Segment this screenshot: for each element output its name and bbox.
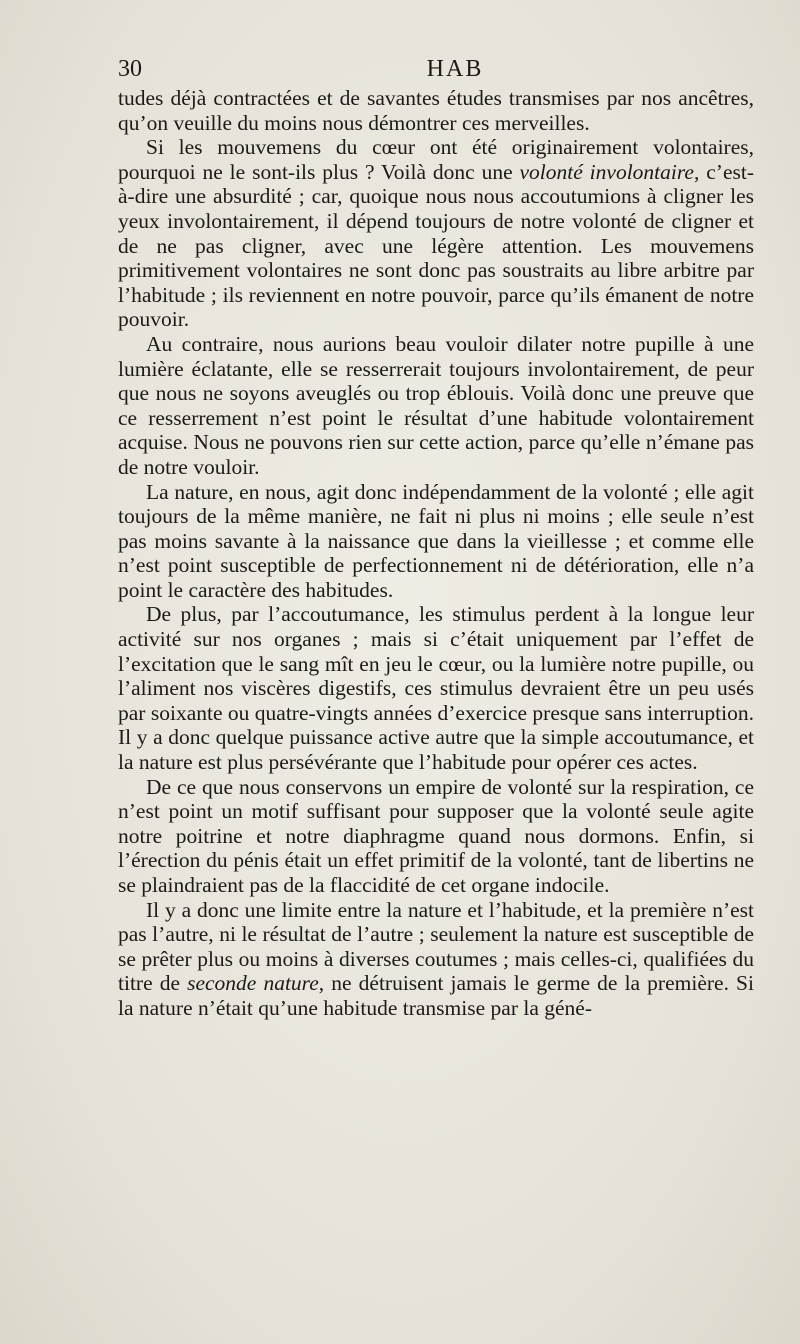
paragraph bbox=[118, 898, 754, 1021]
paragraph-text: La nature, en nous, agit donc indépendamment de la volonté ; elle agit toujours de la même manière, ne fait ni plus ni moins ; elle seule n’est pas moins savante à la naissance que dans la vieillesse ; et comme elle n’est point susceptible de perfectionnement ni de détérioration, elle n’a point le caractère des habitudes. bbox=[118, 479, 754, 602]
paragraph-text: tudes déjà contractées et de savantes études transmises par nos ancêtres, qu’on veuille du moins nous démontrer ces merveilles. bbox=[118, 86, 754, 135]
paragraph bbox=[118, 86, 754, 135]
page-number: 30 bbox=[118, 56, 142, 82]
paragraph-text: De plus, par l’accoutumance, les stimulus perdent à la longue leur activité sur nos organes ; mais si c’était uniquement par l’effet de l’excitation que le sang mît en jeu le cœur, ou la lumière notre pupille, ou l’aliment nos viscères digestifs, ces stimulus devraient être un peu usés par soixante ou quatre-vingts années d’exercice presque sans interruption. Il y a donc quelque puissance active autre que la simple accoutumance, et la nature est plus persévérante que l’habitude pour opérer ces actes. bbox=[118, 602, 754, 775]
paragraph-text: , ne détruisent jamais le germe de la première. Si la nature n’était qu’une habitude transmise par la géné- bbox=[118, 971, 754, 1020]
paragraph-text: Si les mouvemens du cœur ont été originairement volontaires, pourquoi ne le sont-ils plus ? Voilà donc une bbox=[118, 135, 754, 184]
paragraph bbox=[118, 332, 754, 480]
italic-text: seconde nature bbox=[187, 971, 319, 996]
paragraph bbox=[118, 135, 754, 332]
paragraph bbox=[118, 775, 754, 898]
paragraph-text: Au contraire, nous aurions beau vouloir dilater notre pupille à une lumière éclatante, elle se resserrerait toujours involontairement, de peur que nous ne soyons aveuglés ou trop éblouis. Voilà donc une preuve que ce resserrement n’est point le résultat d’une habitude volontairement acquise. Nous ne pouvons rien sur cette action, parce qu’elle n’émane pas de notre vouloir. bbox=[118, 331, 754, 479]
body-text bbox=[118, 86, 754, 1021]
page-header bbox=[118, 56, 752, 90]
paragraph bbox=[118, 480, 754, 603]
paragraph-text: Il y a donc une limite entre la nature et l’habitude, et la première n’est pas l’autre, ni le résultat de l’autre ; seulement la nature est susceptible de se prêter plus ou moins à diverses coutumes ; mais celles-ci, qualifiées du titre de bbox=[118, 897, 754, 996]
paragraph-text: De ce que nous conservons un empire de volonté sur la respiration, ce n’est point un motif suffisant pour supposer que la volonté seule agite notre poitrine et notre diaphragme quand nous dormons. Enfin, si l’érection du pénis était un effet primitif de la volonté, tant de libertins ne se plaindraient pas de la flaccidité de cet organe indocile. bbox=[118, 774, 754, 897]
paragraph bbox=[118, 602, 754, 774]
italic-text: volonté involontaire bbox=[519, 159, 694, 184]
paragraph-text: , c’est-à-dire une absurdité ; car, quoique nous nous accoutumions à cligner les yeux involontairement, il dépend toujours de notre volonté de cligner et de ne pas cligner, avec une légère attention. Les mouvemens primitivement volontaires ne sont donc pas soustraits au libre arbitre par l’habitude ; ils reviennent en notre pouvoir, parce qu’ils émanent de notre pouvoir. bbox=[118, 159, 754, 332]
running-head: HAB bbox=[426, 56, 484, 82]
